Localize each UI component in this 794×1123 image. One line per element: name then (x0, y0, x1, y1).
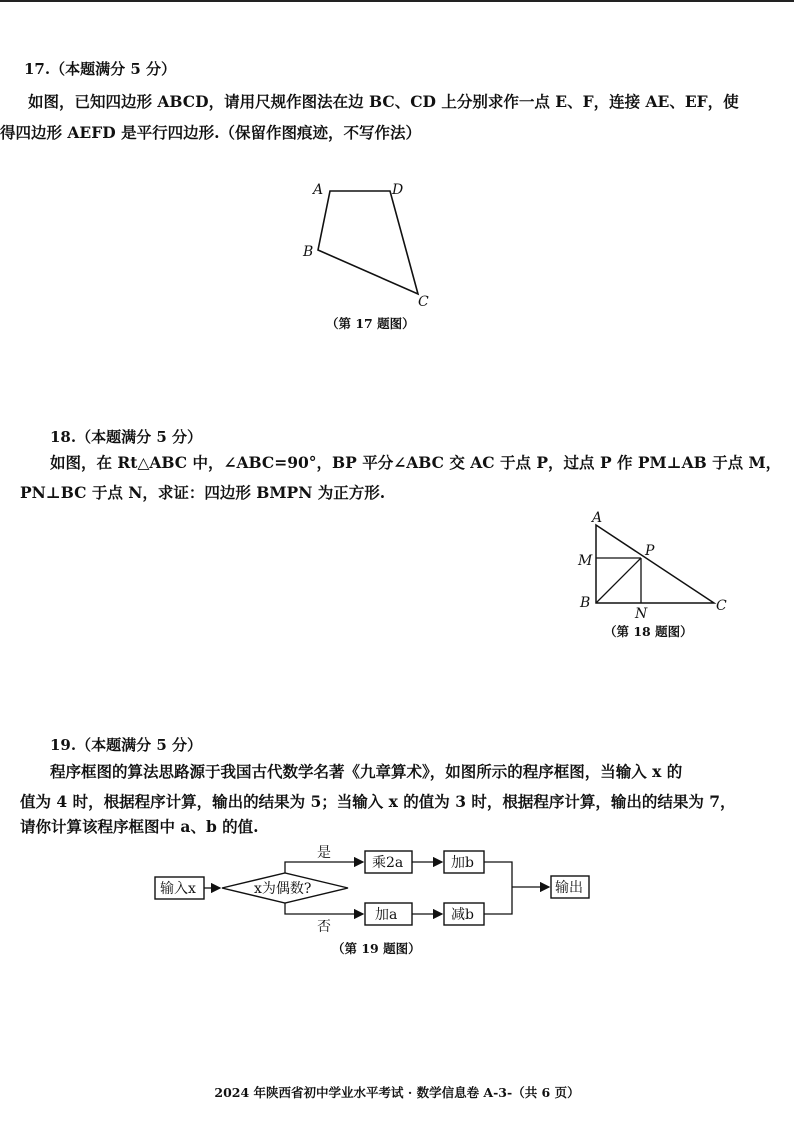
multiply-2a-label: 乘2a (372, 855, 404, 871)
subtract-b-label: 减b (451, 907, 474, 923)
q17-text-line1: 如图，已知四边形 ABCD，请用尺规作图法在边 BC、CD 上分别求作一点 E、F，连接 AE、EF，使 (28, 92, 739, 111)
q18-text-line1: 如图，在 Rt△ABC 中，∠ABC=90°，BP 平分∠ABC 交 AC 于点 P，过点 P 作 PM⊥AB 于点 M， (50, 453, 782, 472)
q17-label-b: B (303, 244, 314, 260)
q17-caption: （第 17 题图） (326, 316, 415, 331)
decision-label: x为偶数? (254, 881, 312, 897)
arrow-no-branch (285, 903, 363, 914)
q19-heading: 19.（本题满分 5 分） (50, 736, 202, 754)
q17-heading: 17.（本题满分 5 分） (24, 60, 176, 78)
q18-label-b: B (580, 595, 591, 611)
page-footer: 2024 年陕西省初中学业水平考试 · 数学信息卷 A-3-（共 6 页） (214, 1085, 580, 1100)
q18-label-p: P (645, 543, 655, 559)
q18-label-m: M (578, 553, 593, 569)
add-b-label: 加b (451, 855, 474, 871)
q18-text-line2: PN⊥BC 于点 N，求证：四边形 BMPN 为正方形. (20, 483, 386, 502)
q17-label-c: C (418, 294, 429, 310)
input-box-label: 输入x (160, 881, 196, 897)
yes-label: 是 (317, 845, 331, 861)
q19-text-line1: 程序框图的算法思路源于我国古代数学名著《九章算术》，如图所示的程序框图，当输入 x 的 (50, 762, 683, 781)
q18-label-a: A (592, 510, 603, 526)
q18-heading: 18.（本题满分 5 分） (50, 428, 202, 446)
q18-caption: （第 18 题图） (604, 624, 693, 639)
q19-text-line2: 值为 4 时，根据程序计算，输出的结果为 5；当输入 x 的值为 3 时，根据程序计算，输出的结果为 7， (20, 792, 736, 811)
merge-line (484, 862, 512, 914)
arrow-yes-branch (285, 862, 363, 873)
q18-label-n: N (635, 606, 648, 622)
q17-label-a: A (313, 182, 324, 198)
q19-caption: （第 19 题图） (332, 941, 421, 956)
q17-text-line2: 得四边形 AEFD 是平行四边形.（保留作图痕迹，不写作法） (0, 123, 421, 142)
output-box-label: 输出 (555, 880, 583, 896)
no-label: 否 (317, 919, 331, 935)
q19-text-line3: 请你计算该程序框图中 a、b 的值. (20, 817, 259, 836)
q18-label-c: C (716, 598, 727, 614)
add-a-label: 加a (375, 907, 398, 923)
q17-label-d: D (392, 182, 404, 198)
